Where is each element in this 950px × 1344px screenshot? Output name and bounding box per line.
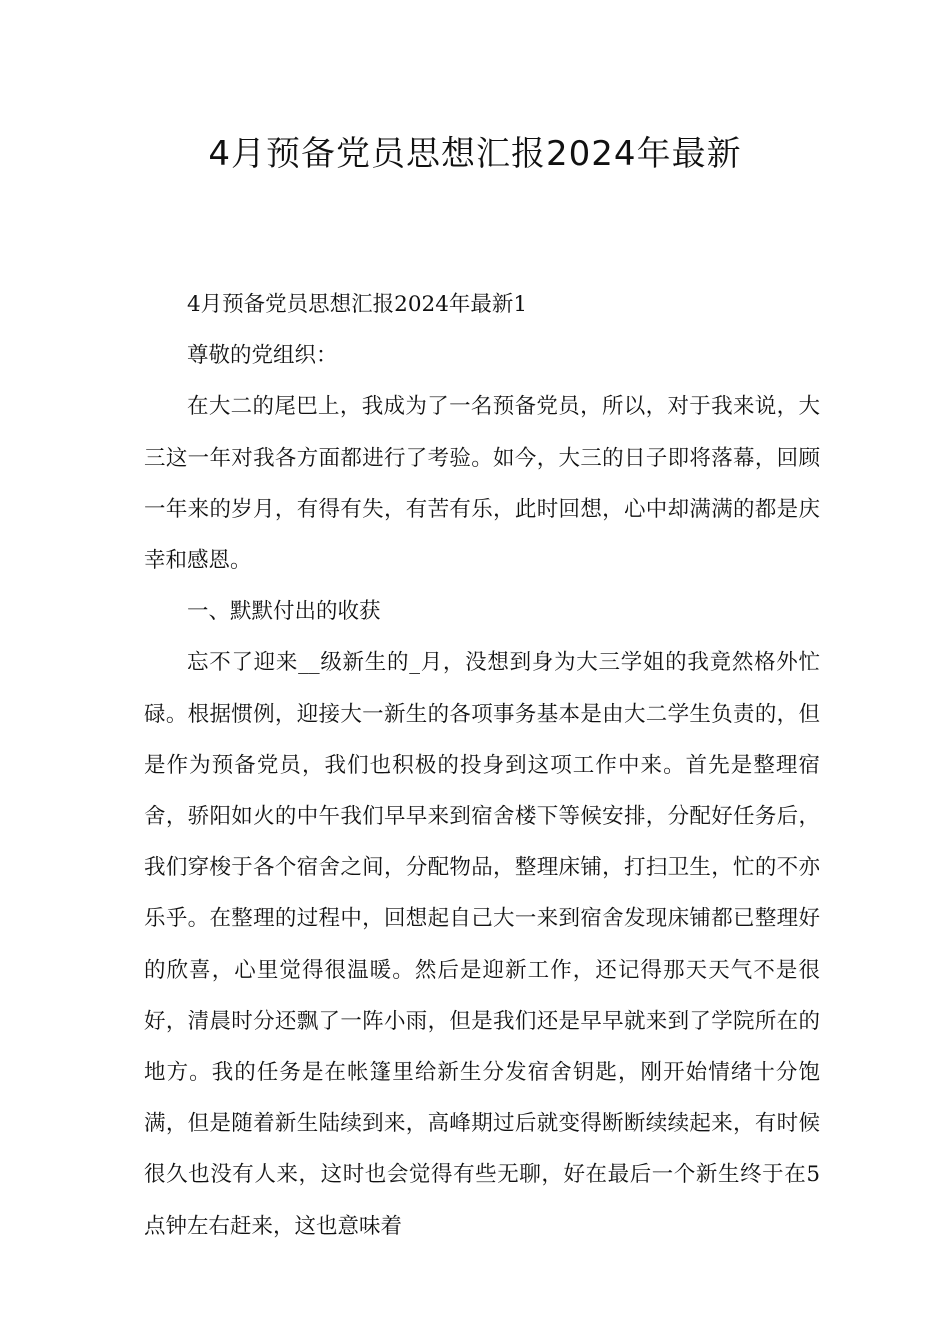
subtitle-paragraph: 4月预备党员思想汇报2024年最新1 <box>187 292 528 317</box>
body-paragraph: 忘不了迎来__级新生的_月，没想到身为大三学姐的我竟然格外忙碌。根据惯例，迎接大一新生的各项事务基本是由大二学生负责的，但是作为预备党员，我们也积极的投身到这项工作中来。首先是整理宿舍，骄阳如火的中午我们早早来到宿舍楼下等候安排，分配好任务后，我们穿梭于各个宿舍之间，分配物品，整理床铺，打扫卫生，忙的不亦乐乎。在整理的过程中，回想起自己大一来到宿舍发现床铺都已整理好的欣喜，心里觉得很温暖。然后是迎新工作，还记得那天天气不是很好，清晨时分还飘了一阵小雨，但是我们还是早早就来到了学院所在的地方。我的任务是在帐篷里给新生分发宿舍钥匙，刚开始情绪十分饱满，但是随着新生陆续到来，高峰期过后就变得断断续续起来，有时候很久也没有人来，这时也会觉得有些无聊，好在最后一个新生终于在5点钟左右赶来，这也意味着 <box>144 650 820 1239</box>
section-heading: 一、默默付出的收获 <box>187 599 381 625</box>
document-body <box>144 279 820 1252</box>
salutation-paragraph: 尊敬的党组织： <box>187 343 338 369</box>
body-paragraph: 在大二的尾巴上，我成为了一名预备党员，所以，对于我来说，大三这一年对我各方面都进行了考验。如今，大三的日子即将落幕，回顾一年来的岁月，有得有失，有苦有乐，此时回想，心中却满满的都是庆幸和感恩。 <box>144 394 820 574</box>
document-title: 4月预备党员思想汇报2024年最新 <box>208 134 742 174</box>
